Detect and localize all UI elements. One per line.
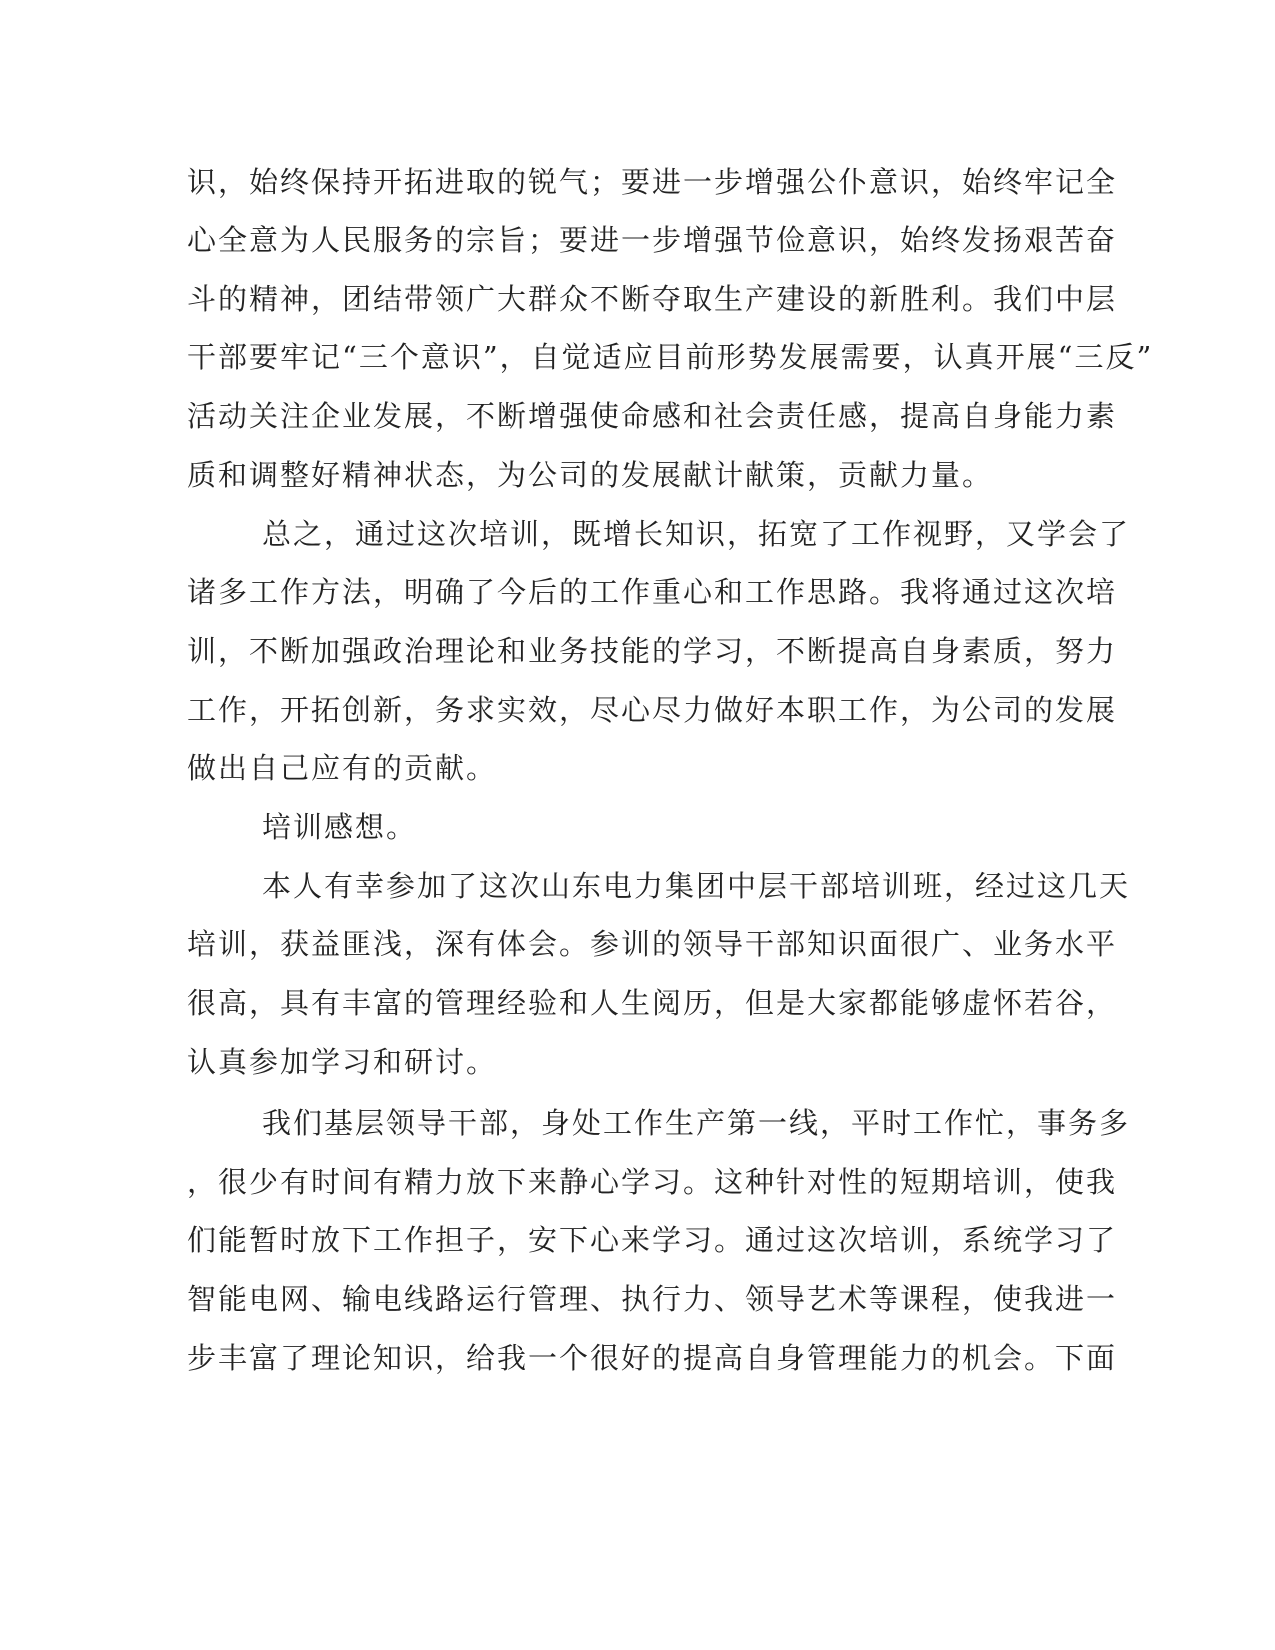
paragraph-start-line: 我们基层领导干部，身处工作生产第一线，平时工作忙，事务多: [262, 1106, 1131, 1140]
text-line: 做出自己应有的贡献。: [187, 751, 498, 785]
text-line: 认真参加学习和研讨。: [187, 1045, 498, 1079]
paragraph-start-line: 本人有幸参加了这次山东电力集团中层干部培训班，经过这几天: [262, 869, 1131, 903]
text-line: 活动关注企业发展，不断增强使命感和社会责任感，提高自身能力素: [187, 399, 1118, 433]
text-line: 训，不断加强政治理论和业务技能的学习，不断提高自身素质，努力: [187, 634, 1118, 668]
text-line: 们能暂时放下工作担子，安下心来学习。通过这次培训，系统学习了: [187, 1223, 1118, 1257]
section-heading: 培训感想。: [262, 810, 418, 844]
text-line: ，很少有时间有精力放下来静心学习。这种针对性的短期培训，使我: [187, 1165, 1118, 1199]
paragraph-start-line: 总之，通过这次培训，既增长知识，拓宽了工作视野，又学会了: [262, 517, 1131, 551]
text-line: 干部要牢记“三个意识”，自觉适应目前形势发展需要，认真开展“三反”: [187, 340, 1154, 374]
text-line: 工作，开拓创新，务求实效，尽心尽力做好本职工作，为公司的发展: [187, 693, 1118, 727]
text-line: 培训，获益匪浅，深有体会。参训的领导干部知识面很广、业务水平: [187, 927, 1118, 961]
text-line: 心全意为人民服务的宗旨；要进一步增强节俭意识，始终发扬艰苦奋: [187, 223, 1118, 257]
text-line: 很高，具有丰富的管理经验和人生阅历，但是大家都能够虚怀若谷，: [187, 986, 1118, 1020]
text-line: 智能电网、输电线路运行管理、执行力、领导艺术等课程，使我进一: [187, 1282, 1118, 1316]
text-line: 诸多工作方法，明确了今后的工作重心和工作思路。我将通过这次培: [187, 575, 1118, 609]
text-line: 斗的精神，团结带领广大群众不断夺取生产建设的新胜利。我们中层: [187, 282, 1118, 316]
text-line: 质和调整好精神状态，为公司的发展献计献策，贡献力量。: [187, 458, 994, 492]
text-line: 识，始终保持开拓进取的锐气；要进一步增强公仆意识，始终牢记全: [187, 165, 1118, 199]
text-line: 步丰富了理论知识，给我一个很好的提高自身管理能力的机会。下面: [187, 1341, 1118, 1375]
